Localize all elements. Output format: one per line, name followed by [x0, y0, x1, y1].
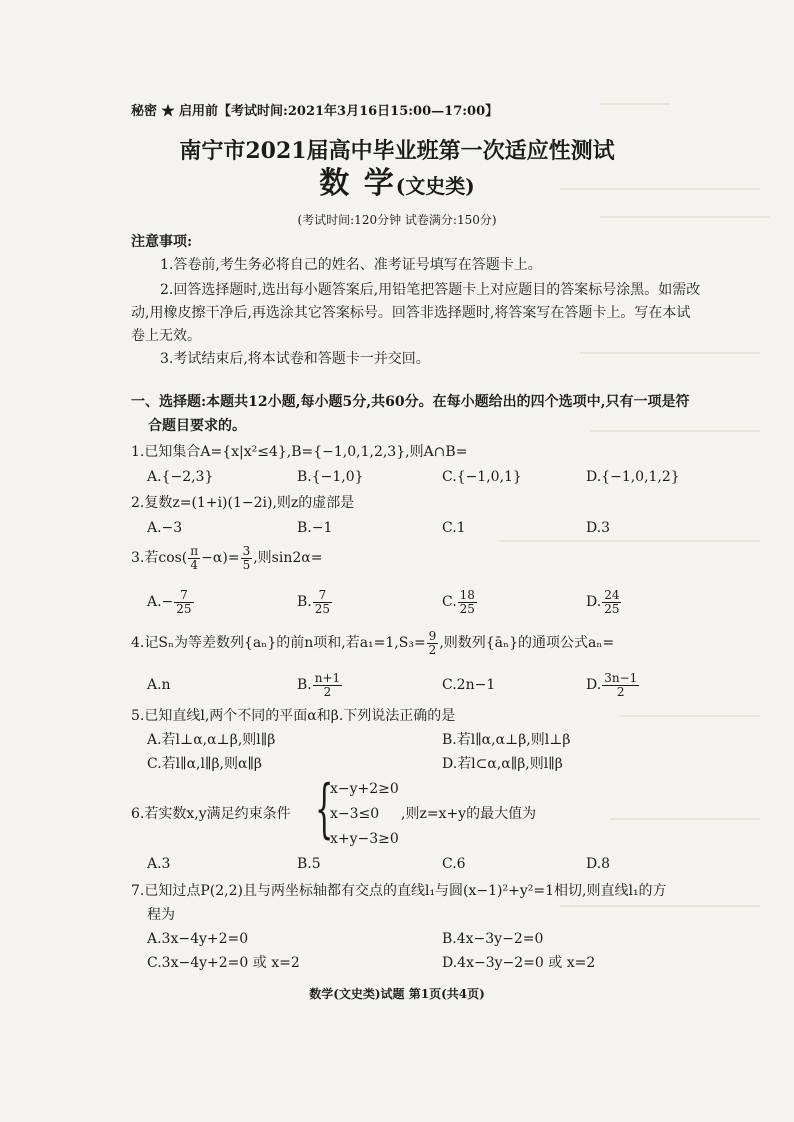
option-fraction: [313, 672, 342, 699]
question-7-stem-line-2: 程为: [147, 907, 175, 923]
option-prefix: B.: [297, 594, 312, 610]
bleed-through-mark: [580, 352, 760, 354]
section-heading-line-2: 合题目要求的。: [148, 418, 246, 434]
fraction-denominator: 2: [428, 642, 437, 657]
bleed-through-mark: [590, 430, 760, 432]
question-6-stem-pre: 6.若实数x,y满足约束条件: [131, 806, 291, 822]
constraint-1: x−y+2≥0: [330, 781, 399, 797]
question-5-option-c: C.若l∥α,l∥β,则α∥β: [147, 756, 263, 772]
fraction-denominator: 5: [242, 557, 251, 572]
subject-title: [0, 166, 794, 204]
note-3: 3.考试结束后,将本试卷和答题卡一并交回。: [160, 351, 430, 367]
option-fraction: [602, 672, 639, 699]
bleed-through-mark: [610, 818, 760, 820]
fraction-value: [241, 545, 253, 572]
question-5-option-b: B.若l∥α,α⊥β,则l⊥β: [442, 732, 571, 748]
option-fraction: [174, 589, 193, 616]
question-4-option-c: C.2n−1: [442, 677, 496, 693]
fraction-denominator: 2: [323, 684, 332, 699]
fraction-numerator: 3: [242, 543, 251, 558]
question-7-option-a: A.3x−4y+2=0: [147, 931, 249, 947]
bleed-through-mark: [600, 103, 670, 105]
fraction-numerator: π: [190, 543, 199, 558]
exam-time-info: (考试时间:120分钟 试卷满分:150分): [297, 213, 497, 227]
question-1-stem: 1.已知集合A={x|x²≤4},B={−1,0,1,2,3},则A∩B=: [131, 444, 468, 460]
question-3-stem-mid: −α)=: [201, 550, 240, 566]
note-2-line-2: 动,用橡皮擦干净后,再选涂其它答案标号。回答非选择题时,将答案写在答题卡上。写在本试: [131, 305, 691, 321]
exam-title: 南宁市2021届高中毕业班第一次适应性测试: [179, 138, 615, 164]
question-5-option-a: A.若l⊥α,α⊥β,则l∥β: [147, 732, 276, 748]
bleed-through-mark: [500, 540, 760, 542]
fraction-numerator: 9: [428, 628, 437, 643]
question-6-option-b: B.5: [297, 856, 321, 872]
subject-name: 数 学: [319, 166, 396, 201]
question-3-stem: [131, 543, 322, 573]
fraction-denominator: 25: [176, 601, 192, 616]
question-5-stem: 5.已知直线l,两个不同的平面α和β.下列说法正确的是: [131, 708, 456, 724]
constraint-brace: {: [315, 772, 334, 846]
constraint-3: x+y−3≥0: [330, 831, 399, 847]
option-prefix: C.: [442, 594, 457, 610]
question-4-option-a: A.n: [147, 677, 171, 693]
question-2-option-d: D.3: [586, 520, 611, 536]
question-1-option-a: A.{−2,3}: [147, 469, 214, 485]
option-fraction: [313, 589, 332, 616]
fraction-numerator: 3n−1: [604, 670, 638, 685]
fraction-denominator: 4: [190, 557, 199, 572]
option-prefix: A.−: [147, 594, 174, 610]
question-7-option-c: C.3x−4y+2=0 或 x=2: [147, 955, 300, 971]
question-1-option-d: D.{−1,0,1,2}: [586, 469, 680, 485]
question-4-stem-post: ,则数列{āₙ}的通项公式aₙ=: [439, 635, 615, 651]
section-heading-line-1: 一、选择题:本题共12小题,每小题5分,共60分。在每小题给出的四个选项中,只有一项是符: [131, 394, 690, 410]
question-2-stem: 2.复数z=(1+i)(1−2i),则z的虚部是: [131, 495, 355, 511]
question-3-stem-pre: 3.若cos(: [131, 550, 188, 566]
question-6-option-c: C.6: [442, 856, 466, 872]
fraction-numerator: n+1: [314, 670, 341, 685]
fraction-denominator: 25: [459, 601, 475, 616]
question-3-option-d: [586, 587, 622, 617]
fraction-numerator: 7: [174, 589, 193, 603]
question-4-option-b: [297, 670, 343, 700]
constraint-2: x−3≤0: [330, 806, 380, 822]
question-2-option-b: B.−1: [297, 520, 333, 536]
question-2-option-a: A.−3: [147, 520, 183, 536]
fraction-denominator: 25: [314, 601, 331, 616]
note-2-line-3: 卷上无效。: [131, 328, 201, 344]
question-6-stem-post: ,则z=x+y的最大值为: [401, 806, 537, 822]
question-2-option-c: C.1: [442, 520, 466, 536]
option-fraction: [602, 589, 621, 616]
question-4-stem-pre: 4.记Sₙ为等差数列{aₙ}的前n项和,若a₁=1,S₃=: [131, 635, 426, 651]
page-footer: 数学(文史类)试题 第1页(共4页): [309, 987, 485, 1001]
question-1-option-c: C.{−1,0,1}: [442, 469, 522, 485]
fraction-pi-over-4: [188, 545, 200, 572]
confidential-header: 秘密 ★ 启用前【考试时间:2021年3月16日15:00—17:00】: [131, 104, 499, 119]
question-4-option-d: [586, 670, 640, 700]
option-prefix: B.: [297, 677, 312, 693]
note-2-line-1: 2.回答选择题时,选出每小题答案后,用铅笔把答题卡上对应题目的答案标号涂黑。如需改: [160, 282, 701, 298]
question-1-option-b: B.{−1,0}: [297, 469, 364, 485]
question-3-option-b: [297, 587, 333, 617]
question-7-option-d: D.4x−3y−2=0 或 x=2: [442, 955, 596, 971]
option-fraction: [458, 589, 477, 616]
question-5-option-d: D.若l⊂α,α∥β,则l∥β: [442, 756, 563, 772]
question-3-option-c: [442, 587, 478, 617]
option-prefix: D.: [586, 594, 602, 610]
bleed-through-mark: [620, 715, 760, 717]
fraction-numerator: 18: [459, 587, 475, 602]
question-7-option-b: B.4x−3y−2=0: [442, 931, 544, 947]
question-7-stem-line-1: 7.已知过点P(2,2)且与两坐标轴都有交点的直线l₁与圆(x−1)²+y²=1相切,则直线l₁的方: [131, 883, 667, 899]
fraction-denominator: 2: [616, 684, 625, 699]
note-1: 1.答卷前,考生务必将自己的姓名、准考证号填写在答题卡上。: [160, 257, 542, 273]
fraction-s3: [427, 630, 439, 657]
notes-heading: 注意事项:: [131, 234, 193, 250]
question-6-option-d: D.8: [586, 856, 611, 872]
question-3-option-a: [147, 587, 195, 617]
question-3-stem-post: ,则sin2α=: [253, 550, 323, 566]
fraction-numerator: 7: [313, 589, 332, 603]
question-6-option-a: A.3: [147, 856, 171, 872]
question-4-stem: [131, 628, 614, 658]
subject-suffix: (文史类): [395, 174, 475, 198]
option-prefix: D.: [586, 677, 602, 693]
bleed-through-mark: [560, 905, 760, 907]
fraction-denominator: 25: [604, 601, 620, 616]
fraction-numerator: 24: [604, 587, 620, 602]
